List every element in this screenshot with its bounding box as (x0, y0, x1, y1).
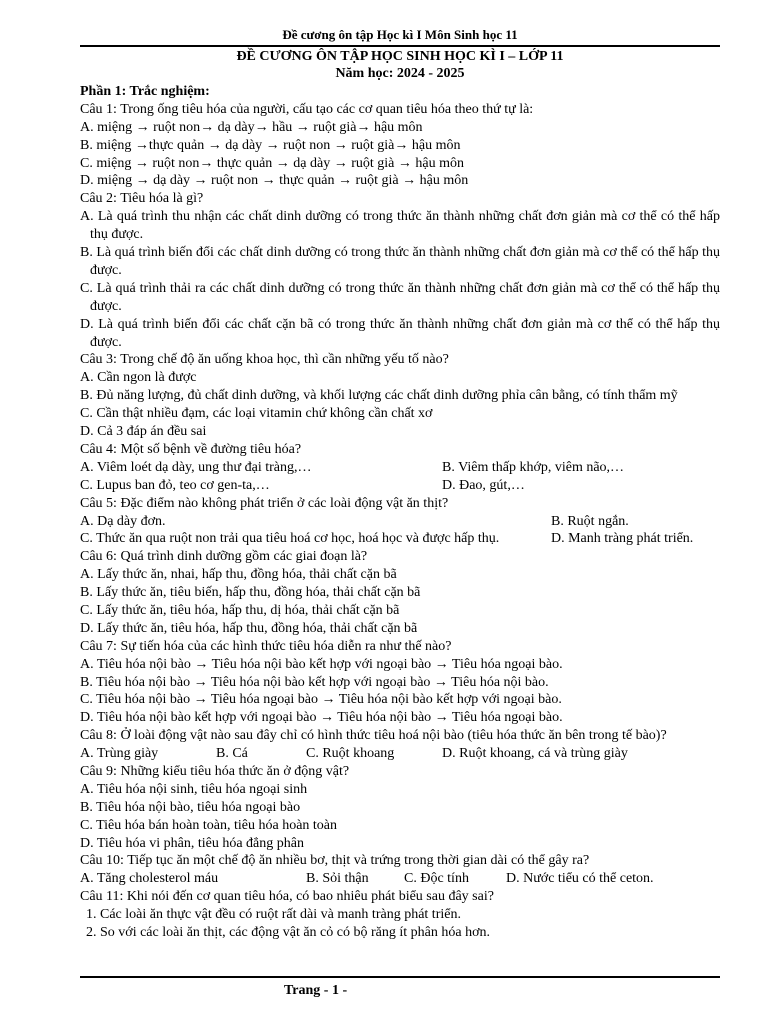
section-title: Phần 1: Trắc nghiệm: (80, 84, 210, 99)
q11-statement-1: 1. Các loài ăn thực vật đều có ruột rất dài và manh tràng phát triển. (86, 907, 461, 923)
q1-option-d: D. miệng → dạ dày → ruột non → thực quản → ruột già → hậu môn (80, 173, 469, 189)
question-1: Câu 1: Trong ống tiêu hóa của người, cấu tạo các cơ quan tiêu hóa theo thứ tự là: (80, 101, 534, 117)
q7-option-a: A. Tiêu hóa nội bào → Tiêu hóa nội bào kết hợp với ngoại bào → Tiêu hóa ngoại bào. (80, 656, 563, 672)
q2-option-d: D. Là quá trình biến đổi các chất cặn bã có trong thức ăn thành những chất đơn giản mà cơ thể có thể hấp thụ được. (80, 316, 720, 350)
question-9: Câu 9: Những kiểu tiêu hóa thức ăn ở động vật? (80, 763, 350, 779)
q9-option-d: D. Tiêu hóa vi phân, tiêu hóa đẳng phân (80, 835, 304, 851)
q3-option-d: D. Cả 3 đáp án đều sai (80, 424, 207, 440)
question-3: Câu 3: Trong chế độ ăn uống khoa học, thì cần những yếu tố nào? (80, 352, 449, 368)
document-body (80, 83, 720, 942)
q3-option-b: B. Đủ năng lượng, đủ chất dinh dưỡng, và khối lượng các chất dinh dưỡng phỉa cân bằng, có tính thẩm mỹ (80, 388, 678, 404)
question-5: Câu 5: Đặc điểm nào không phát triển ở các loài động vật ăn thịt? (80, 495, 449, 511)
q6-option-b: B. Lấy thức ăn, tiêu biến, hấp thu, đồng hóa, thải chất cặn bã (80, 585, 421, 601)
q8-option-a: A. Trùng giày (80, 746, 159, 762)
page-number: Trang - 1 - (284, 983, 348, 998)
q4-option-d: D. Đao, gút,… (442, 477, 525, 493)
q7-option-c: C. Tiêu hóa nội bào → Tiêu hóa ngoại bào → Tiêu hóa nội bào kết hợp với ngoại bào. (80, 692, 562, 708)
question-7: Câu 7: Sự tiến hóa của các hình thức tiêu hóa diễn ra như thế nào? (80, 638, 452, 654)
school-year: Năm học: 2024 - 2025 (335, 66, 465, 81)
q6-option-d: D. Lấy thức ăn, tiêu hóa, hấp thu, đồng hóa, thải chất cặn bã (80, 620, 418, 636)
q11-statement-2: 2. So với các loài ăn thịt, các động vật ăn cỏ có bộ răng ít phân hóa hơn. (86, 925, 490, 940)
q8-option-c: C. Ruột khoang (306, 746, 395, 762)
q5-option-c: C. Thức ăn qua ruột non trải qua tiêu hoá cơ học, hoá học và được hấp thụ. (80, 531, 500, 547)
q9-option-c: C. Tiêu hóa bán hoàn toàn, tiêu hóa hoàn toàn (80, 817, 338, 833)
footer-rule (80, 976, 720, 978)
q8-option-b: B. Cá (216, 746, 248, 762)
question-2: Câu 2: Tiêu hóa là gì? (80, 191, 204, 207)
q9-option-b: B. Tiêu hóa nội bào, tiêu hóa ngoại bào (80, 799, 301, 815)
question-11: Câu 11: Khi nói đến cơ quan tiêu hóa, có bao nhiêu phát biểu sau đây sai? (80, 889, 494, 905)
q5-row-1 (80, 513, 720, 531)
question-4: Câu 4: Một số bệnh về đường tiêu hóa? (80, 441, 302, 457)
q4-option-a: A. Viêm loét dạ dày, ung thư đại tràng,… (80, 459, 312, 475)
q5-option-a: A. Dạ dày đơn. (80, 513, 166, 529)
q10-option-d: D. Nước tiểu có thể ceton. (506, 871, 654, 887)
q5-row-2 (80, 530, 720, 548)
q8-option-d: D. Ruột khoang, cá và trùng giày (442, 746, 628, 762)
question-6: Câu 6: Quá trình dinh dưỡng gồm các giai đoạn là? (80, 549, 368, 565)
q9-option-a: A. Tiêu hóa nội sinh, tiêu hóa ngoại sinh (80, 781, 308, 797)
document-page (80, 0, 720, 1024)
header-rule (80, 45, 720, 47)
q7-option-d: D. Tiêu hóa nội bào kết hợp với ngoại bào → Tiêu hóa nội bào → Tiêu hóa ngoại bào. (80, 710, 563, 726)
question-10: Câu 10: Tiếp tục ăn một chế độ ăn nhiều bơ, thịt và trứng trong thời gian dài có thể gây ra? (80, 853, 590, 869)
q2-option-a: A. Là quá trình thu nhận các chất dinh dưỡng có trong thức ăn thành những chất đơn giản mà cơ thể có thể hấp thụ được. (80, 209, 720, 243)
q6-option-c: C. Lấy thức ăn, tiêu hóa, hấp thu, dị hóa, thải chất cặn bã (80, 602, 400, 618)
q2-option-b: B. Là quá trình biến đổi các chất dinh dưỡng có trong thức ăn thành những chất đơn giản mà cơ thể có thể hấp thụ được. (80, 245, 720, 278)
q1-option-b: B. miệng →thực quản → dạ dày → ruột non → ruột già→ hậu môn (80, 137, 461, 153)
q6-option-a: A. Lấy thức ăn, nhai, hấp thu, đồng hóa, thải chất cặn bã (80, 567, 397, 583)
q5-option-b: B. Ruột ngắn. (551, 513, 629, 529)
question-8: Câu 8: Ở loài động vật nào sau đây chỉ có hình thức tiêu hoá nội bào (tiêu hóa thức ăn bên trong tế bào)? (80, 728, 667, 744)
q2-option-c: C. Là quá trình thải ra các chất dinh dưỡng có trong thức ăn thành những chất đơn giản mà cơ thể có thể hấp thụ được. (80, 280, 720, 314)
q8-row (80, 745, 720, 763)
q10-option-c: C. Độc tính (404, 871, 469, 887)
q4-option-b: B. Viêm thấp khớp, viêm não,… (442, 459, 625, 475)
q4-row-2 (80, 477, 720, 495)
q5-option-d: D. Manh tràng phát triển. (551, 531, 694, 547)
q3-option-c: C. Cần thật nhiều đạm, các loại vitamin chứ không cần chất xơ (80, 406, 433, 422)
q10-option-a: A. Tăng cholesterol máu (80, 871, 219, 887)
q3-option-a: A. Cần ngon là được (80, 370, 197, 386)
q4-row-1 (80, 459, 720, 477)
document-title: ĐỀ CƯƠNG ÔN TẬP HỌC SINH HỌC KÌ I – LỚP 11 (236, 49, 564, 64)
q4-option-c: C. Lupus ban đỏ, teo cơ gen-ta,… (80, 477, 270, 493)
running-header: Đề cương ôn tập Học kì I Môn Sinh học 11 (282, 27, 518, 42)
q10-option-b: B. Sỏi thận (306, 871, 369, 887)
q1-option-c: C. miệng → ruột non→ thực quản → dạ dày → ruột già → hậu môn (80, 155, 464, 171)
q1-option-a: A. miệng → ruột non→ dạ dày→ hầu → ruột già→ hậu môn (80, 119, 423, 135)
q7-option-b: B. Tiêu hóa nội bào → Tiêu hóa nội bào kết hợp với ngoại bào → Tiêu hóa nội bào. (80, 674, 549, 690)
q10-row (80, 870, 720, 888)
